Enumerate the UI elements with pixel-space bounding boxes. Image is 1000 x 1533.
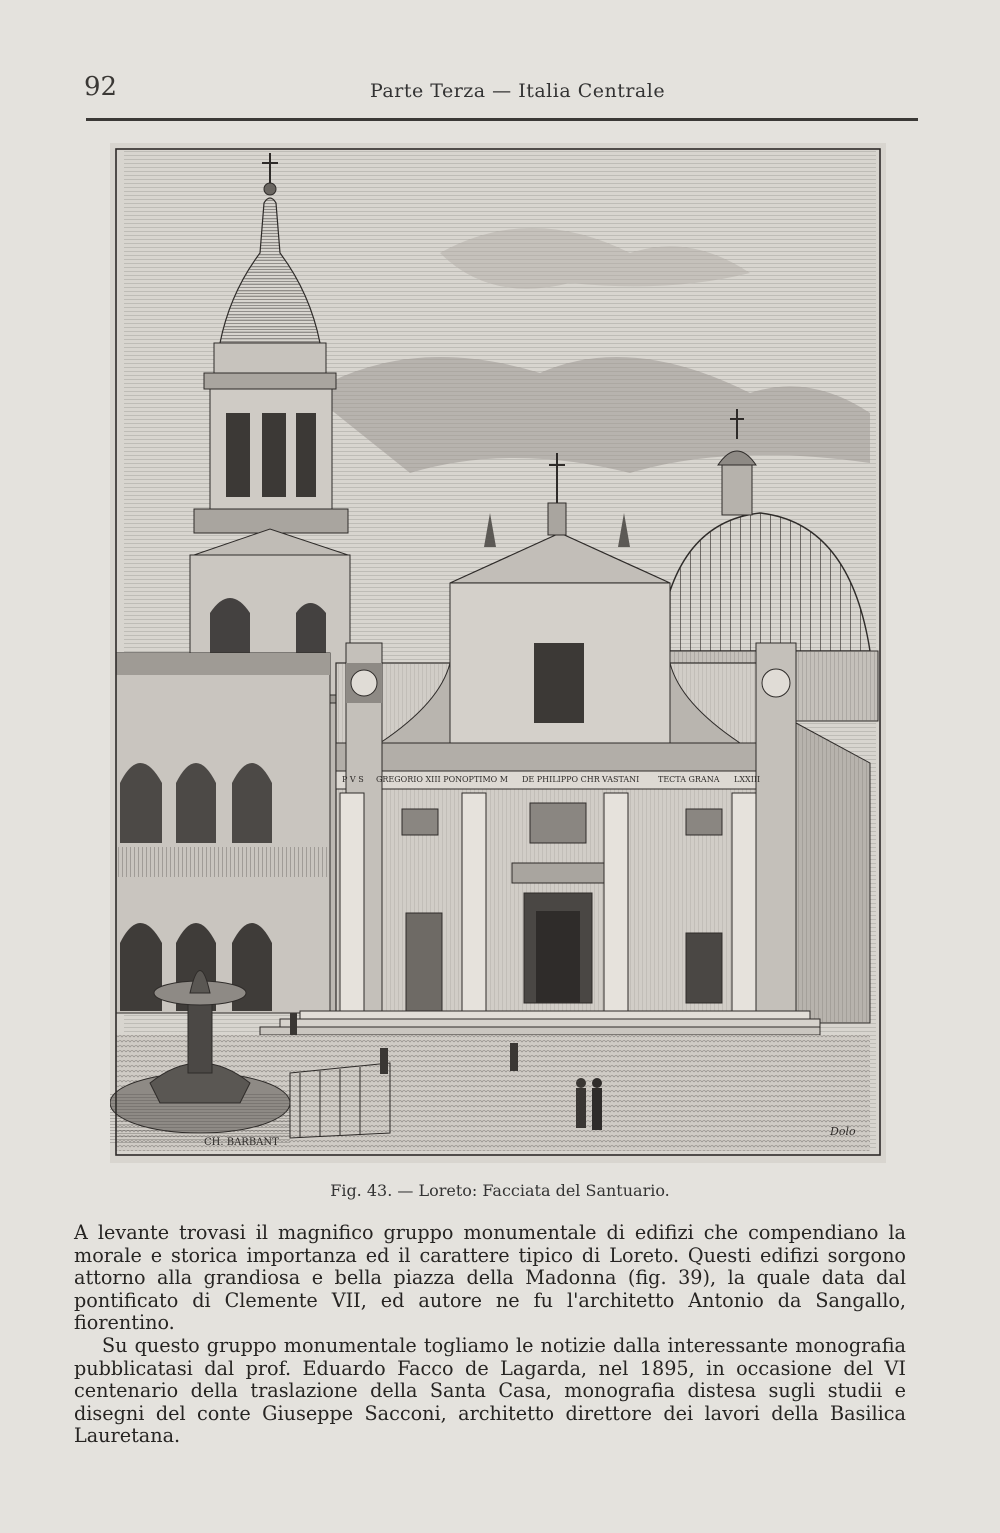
inscription: OPTIMO M [462,775,508,784]
loreto-engraving [110,143,886,1163]
engraving-figure [110,143,886,1163]
running-title: Parte Terza — Italia Centrale [370,80,666,102]
inscription: GREGORIO XIII PON [376,775,463,784]
paragraph: Su questo gruppo monumentale togliamo le notizie dalla interessante monografia pubblicatasi dal prof. Eduardo Facco de Lagarda, nel 1895, in occasione del VI centenario della traslazione della Santa Casa, monografia distesa sugli studii e disegni del conte Giuseppe Sacconi, architetto direttore dei lavori della Basilica Lauretana. [74,1333,906,1448]
header-rule [86,118,918,121]
engraver-signature-right: Dolo [830,1125,856,1138]
inscription: DE PHILIPPO CHR [522,775,600,784]
inscription: LXXIII [734,775,761,784]
inscription: P V S [342,775,364,784]
inscription-frieze [342,775,760,784]
figure-caption: Fig. 43. — Loreto: Facciata del Santuario. [330,1181,670,1200]
steps [300,1011,810,1019]
paragraph: A levante trovasi il magnifico gruppo monumentale di edifizi che compendiano la morale e storica importanza ed il carattere tipico di Loreto. Questi edifizi sorgono attorno alla grandiosa e bella piazza della Madonna (fig. 39), la quale data dal pontificato di Clemente VII, ed autore ne fu l'architetto Antonio da Sangallo, fiorentino. [74,1221,906,1335]
side-building-shade [796,723,870,1023]
apostolic-palace [116,653,370,1013]
inscription: TECTA GRANA [658,775,720,784]
engraver-signature-left: CH. BARBANT [204,1137,279,1148]
inscription: VASTANI [602,775,640,784]
page-header [84,72,918,110]
steps [280,1019,820,1027]
body-text [74,1222,906,1448]
page-number: 92 [84,72,118,102]
lantern [722,463,752,515]
steps [260,1027,820,1035]
